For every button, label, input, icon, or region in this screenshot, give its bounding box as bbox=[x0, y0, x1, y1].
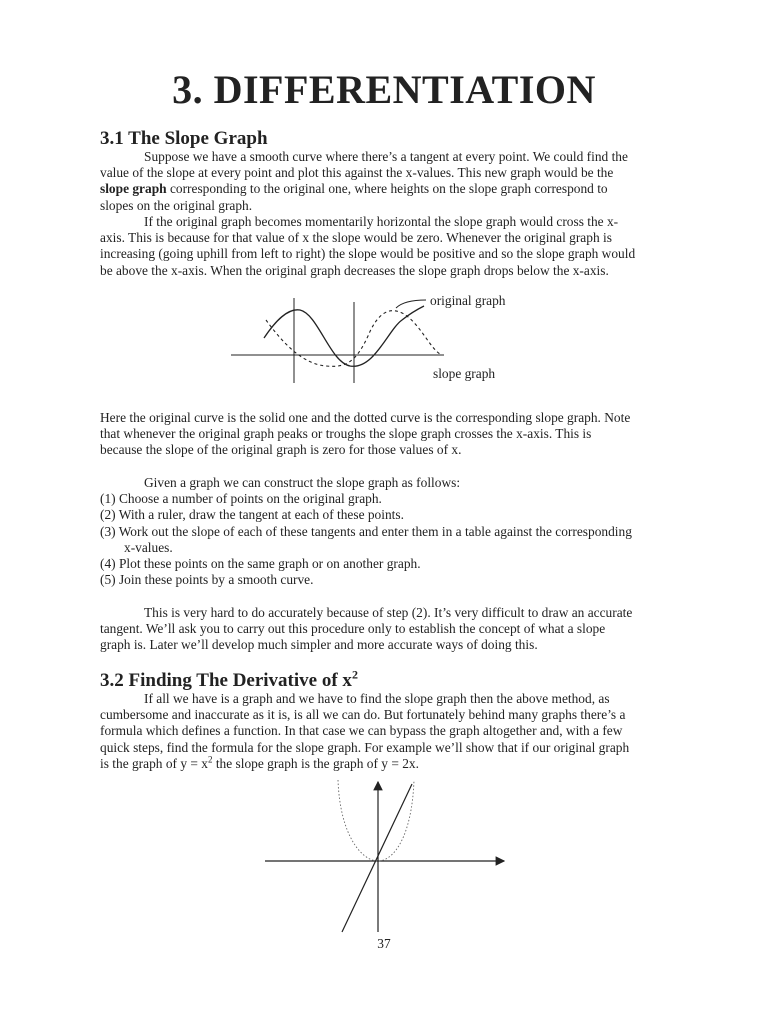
section2-paragraph-1 bbox=[100, 691, 670, 772]
list-item: (1) Choose a number of points on the original graph. bbox=[100, 491, 382, 507]
text-line: be above the x-axis. When the original graph decreases the slope graph drops below the x-axis. bbox=[100, 262, 609, 278]
text-line bbox=[100, 181, 670, 197]
list-item: (5) Join these points by a smooth curve. bbox=[100, 572, 314, 588]
label-original-graph: original graph bbox=[430, 293, 506, 308]
text-span: the slope graph is the graph of y = 2x. bbox=[212, 755, 419, 771]
text-line: Given a graph we can construct the slope graph as follows: bbox=[144, 475, 461, 490]
list-item-continuation: x-values. bbox=[124, 539, 173, 555]
text-line: increasing (going uphill from left to right) the slope would be positive and so the slope graph would bbox=[100, 246, 636, 262]
heading-text: 3.2 Finding The Derivative of x bbox=[100, 670, 352, 691]
text-line: because the slope of the original graph is zero for those values of x. bbox=[100, 442, 462, 458]
section1-paragraph-5 bbox=[100, 605, 670, 654]
text-line: cumbersome and inaccurate as it is, is all we can do. But fortunately behind many graphs there’s a bbox=[100, 707, 626, 723]
section-heading-slope-graph: 3.1 The Slope Graph bbox=[100, 128, 268, 149]
text-line: axis. This is because for that value of x the slope would be zero. Whenever the original graph is bbox=[100, 230, 612, 246]
text-line: Here the original curve is the solid one and the dotted curve is the corresponding slope graph. Note bbox=[100, 410, 631, 425]
text-line: graph is. Later we’ll develop much simpler and more accurate ways of doing this. bbox=[100, 637, 538, 653]
superscript: 2 bbox=[207, 754, 213, 765]
list-item: (3) Work out the slope of each of these tangents and enter them in a table against the corresponding bbox=[100, 523, 632, 539]
text-line: If all we have is a graph and we have to find the slope graph then the above method, as bbox=[144, 691, 610, 706]
text-line bbox=[100, 756, 670, 772]
label-slope-graph: slope graph bbox=[433, 366, 496, 381]
text-span: is the graph of y = x bbox=[100, 755, 208, 771]
page-number: 37 bbox=[377, 936, 391, 951]
text-line: If the original graph becomes momentarily horizontal the slope graph would cross the x- bbox=[144, 214, 619, 229]
procedure-list bbox=[100, 475, 670, 588]
line-2x bbox=[342, 784, 412, 932]
text-line: quick steps, find the formula for the slope graph. For example we’ll show that if our original graph bbox=[100, 739, 630, 755]
section1-paragraph-2 bbox=[100, 214, 670, 279]
list-item: (2) With a ruler, draw the tangent at each of these points. bbox=[100, 507, 404, 523]
text-line: Suppose we have a smooth curve where there’s a tangent at every point. We could find the bbox=[144, 149, 628, 164]
text-line: slopes on the original graph. bbox=[100, 197, 253, 213]
section-heading-derivative bbox=[100, 667, 358, 692]
section1-paragraph-1 bbox=[100, 149, 670, 214]
list-item: (4) Plot these points on the same graph or on another graph. bbox=[100, 556, 421, 572]
text-line: This is very hard to do accurately because of step (2). It’s very difficult to draw an accurate bbox=[144, 605, 633, 620]
heading-superscript: 2 bbox=[351, 667, 358, 682]
chapter-title: 3. DIFFERENTIATION bbox=[172, 67, 596, 112]
bold-term: slope graph bbox=[100, 181, 167, 197]
parabola-curve bbox=[338, 780, 414, 861]
original-curve bbox=[264, 306, 424, 366]
slope-curve bbox=[266, 311, 440, 367]
text-line: value of the slope at every point and plot this against the x-values. This new graph would be the bbox=[100, 165, 614, 181]
text-line: tangent. We’ll ask you to carry out this procedure only to establish the concept of what a slope bbox=[100, 621, 606, 637]
text-line: formula which defines a function. In that case we can bypass the graph altogether and, with a few bbox=[100, 723, 623, 739]
text-line: that whenever the original graph peaks or troughs the slope graph crosses the x-axis. This is bbox=[100, 426, 592, 442]
section1-paragraph-3 bbox=[100, 410, 670, 459]
parabola-line-figure bbox=[262, 776, 512, 936]
text-span: corresponding to the original one, where heights on the slope graph correspond to bbox=[166, 181, 608, 197]
